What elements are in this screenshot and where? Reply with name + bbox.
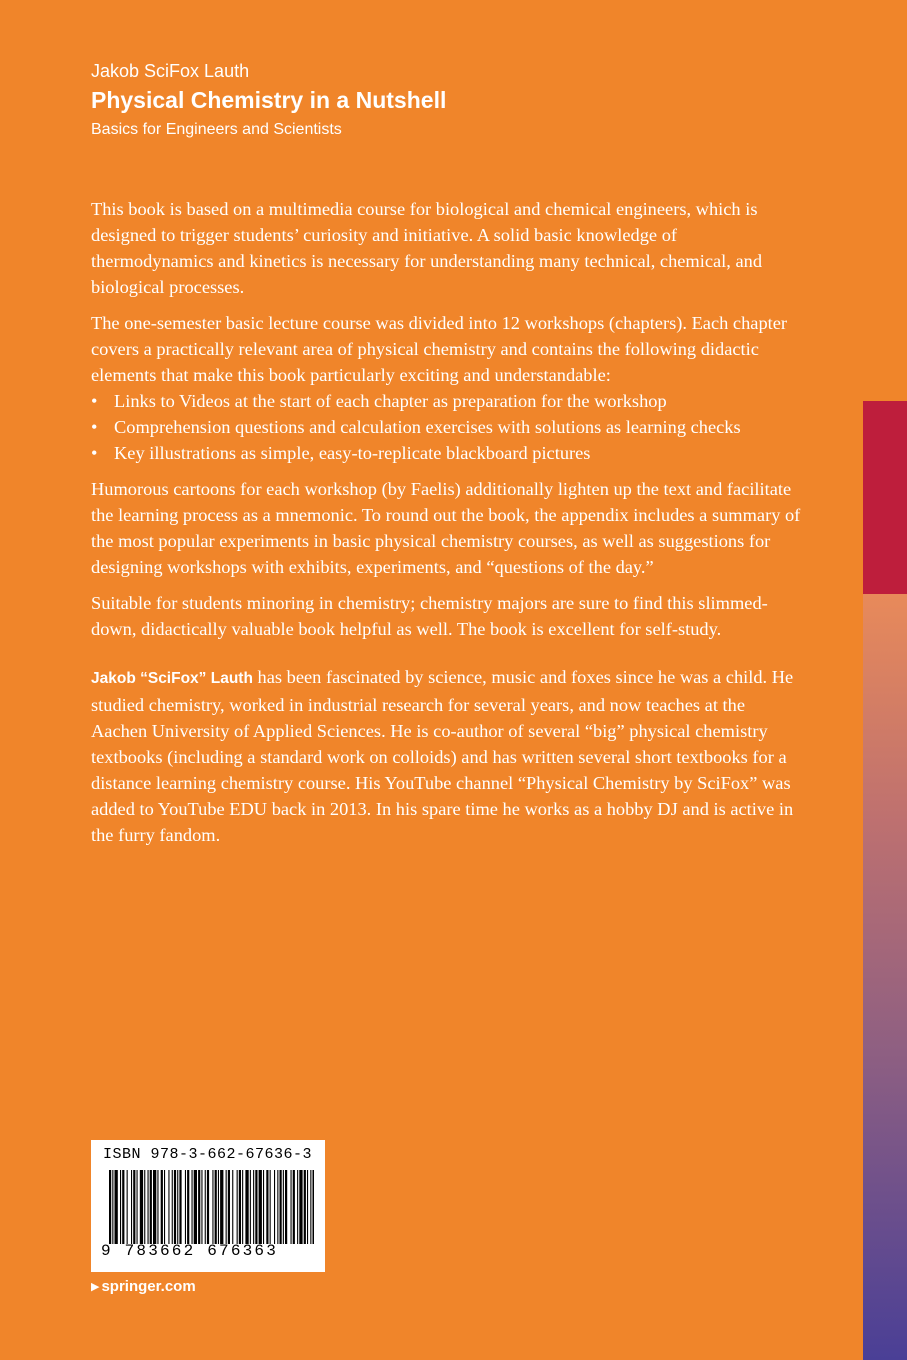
barcode-bar	[285, 1170, 287, 1244]
bullet-icon: •	[91, 391, 98, 411]
barcode-bar	[299, 1170, 302, 1244]
barcode-bar	[297, 1170, 298, 1244]
feature-text: Key illustrations as simple, easy-to-replicate blackboard pictures	[114, 443, 591, 463]
barcode-bar	[131, 1170, 132, 1244]
barcode-bar	[150, 1170, 152, 1244]
publisher-url: springer.com	[101, 1278, 196, 1295]
barcode-bar	[164, 1170, 165, 1244]
barcode-bar	[168, 1170, 169, 1244]
barcode-bar	[187, 1170, 189, 1244]
barcode-bar	[157, 1170, 158, 1244]
barcode-bar	[263, 1170, 264, 1244]
barcode-bar	[137, 1170, 138, 1244]
barcode-bar	[304, 1170, 306, 1244]
barcode-bar	[270, 1170, 271, 1244]
barcode-bar	[291, 1170, 292, 1244]
author-name: Jakob SciFox Lauth	[91, 61, 250, 81]
barcode-bar	[153, 1170, 156, 1244]
bullet-icon: •	[91, 417, 98, 437]
barcode-bar	[122, 1170, 124, 1244]
barcode-bar	[212, 1170, 213, 1244]
feature-item	[91, 414, 803, 440]
barcode-bar	[194, 1170, 197, 1244]
book-header	[91, 60, 811, 140]
barcode-bar	[313, 1170, 315, 1244]
barcode-bar	[112, 1170, 113, 1244]
barcode-bar	[253, 1170, 254, 1244]
barcode-bar	[310, 1170, 311, 1244]
barcode-bar	[220, 1170, 223, 1244]
barcode-bar	[226, 1170, 227, 1244]
barcode-bar	[245, 1170, 248, 1244]
blurb-paragraph-4: Suitable for students minoring in chemistry; chemistry majors are sure to find this slimmed-down, didactically valuable book helpful as well. The book is excellent for self-study.	[91, 593, 768, 639]
band-gradient-segment	[863, 594, 907, 1360]
barcode-bar	[198, 1170, 200, 1244]
barcode-bar	[109, 1170, 111, 1244]
isbn-barcode	[91, 1140, 325, 1272]
barcode-bar	[255, 1170, 257, 1244]
bio-text: has been fascinated by science, music and foxes since he was a child. He studied chemistry, worked in industrial research for several years, and now teaches at the Aachen University of Applied Sciences. He is co-author of several “big” physical chemistry textbooks (including a standard work on colloids) and has written several short textbooks for a distance learning chemistry course. His YouTube channel “Physical Chemistry by SciFox” was added to YouTube EDU back in 2013. In his spare time he works as a hobby DJ and is active in the furry fandom.	[91, 667, 794, 845]
book-subtitle: Basics for Engineers and Scientists	[91, 121, 342, 138]
bio-author-name: Jakob “SciFox” Lauth	[91, 670, 253, 687]
barcode-bar	[277, 1170, 278, 1244]
arrow-right-icon: ▶	[91, 1281, 100, 1293]
barcode-bar	[179, 1170, 181, 1244]
barcode-bar	[133, 1170, 135, 1244]
barcode-bar	[228, 1170, 230, 1244]
barcode-bar	[115, 1170, 118, 1244]
blurb	[91, 196, 803, 858]
spine-color-band	[863, 0, 907, 1360]
barcode-bar	[283, 1170, 284, 1244]
publisher-link[interactable]	[91, 1278, 196, 1295]
barcode-bar	[161, 1170, 163, 1244]
feature-item	[91, 440, 803, 466]
feature-item	[91, 388, 803, 414]
band-orange-segment	[863, 0, 907, 400]
feature-list	[91, 388, 803, 466]
feature-text: Links to Videos at the start of each chapter as preparation for the workshop	[114, 391, 667, 411]
barcode-bars	[109, 1170, 314, 1244]
bullet-icon: •	[91, 443, 98, 463]
barcode-bar	[218, 1170, 219, 1244]
blurb-paragraph-3: Humorous cartoons for each workshop (by Faelis) additionally lighten up the text and facilitate the learning process as a mnemonic. To round out the book, the appendix includes a summary of the most popular experiments in basic physical chemistry courses, as well as suggestions for designing workshops with exhibits, experiments, and “questions of the day.”	[91, 479, 801, 577]
barcode-bar	[280, 1170, 282, 1244]
barcode-bar	[127, 1170, 128, 1244]
barcode-bar	[207, 1170, 209, 1244]
band-red-segment	[863, 401, 907, 594]
barcode-bar	[174, 1170, 176, 1244]
barcode-bar	[192, 1170, 193, 1244]
barcode-bar	[242, 1170, 243, 1244]
blurb-paragraph-1: This book is based on a multimedia course for biological and chemical engineers, which is designed to trigger students’ curiosity and initiative. A solid basic knowledge of thermodynamics and kinetics is necessary for understanding many technical, chemical, and biological processes.	[91, 199, 763, 297]
barcode-bar	[172, 1170, 173, 1244]
barcode-bar	[274, 1170, 275, 1244]
barcode-bar	[259, 1170, 262, 1244]
barcode-bar	[140, 1170, 143, 1244]
barcode-bar	[148, 1170, 149, 1244]
ean-digits: 9 783662 676363	[101, 1242, 279, 1260]
barcode-bar	[205, 1170, 206, 1244]
author-bio	[91, 664, 803, 848]
barcode-bar	[185, 1170, 186, 1244]
barcode-bar	[215, 1170, 217, 1244]
blurb-paragraph-2: The one-semester basic lecture course was divided into 12 workshops (chapters). Each chapter covers a practically relevant area of physical chemistry and contains the following didactic elements that make this book particularly exciting and understandable:	[91, 313, 788, 385]
barcode-bar	[120, 1170, 121, 1244]
barcode-bar	[293, 1170, 295, 1244]
barcode-bar	[232, 1170, 233, 1244]
barcode-bar	[177, 1170, 178, 1244]
isbn-label: ISBN 978-3-662-67636-3	[103, 1146, 313, 1163]
barcode-bar	[239, 1170, 241, 1244]
barcode-bar	[307, 1170, 308, 1244]
barcode-bar	[144, 1170, 145, 1244]
barcode-bar	[201, 1170, 202, 1244]
feature-text: Comprehension questions and calculation exercises with solutions as learning checks	[114, 417, 741, 437]
book-title: Physical Chemistry in a Nutshell	[91, 87, 447, 113]
barcode-bar	[266, 1170, 268, 1244]
barcode-bar	[250, 1170, 251, 1244]
barcode-bar	[237, 1170, 238, 1244]
